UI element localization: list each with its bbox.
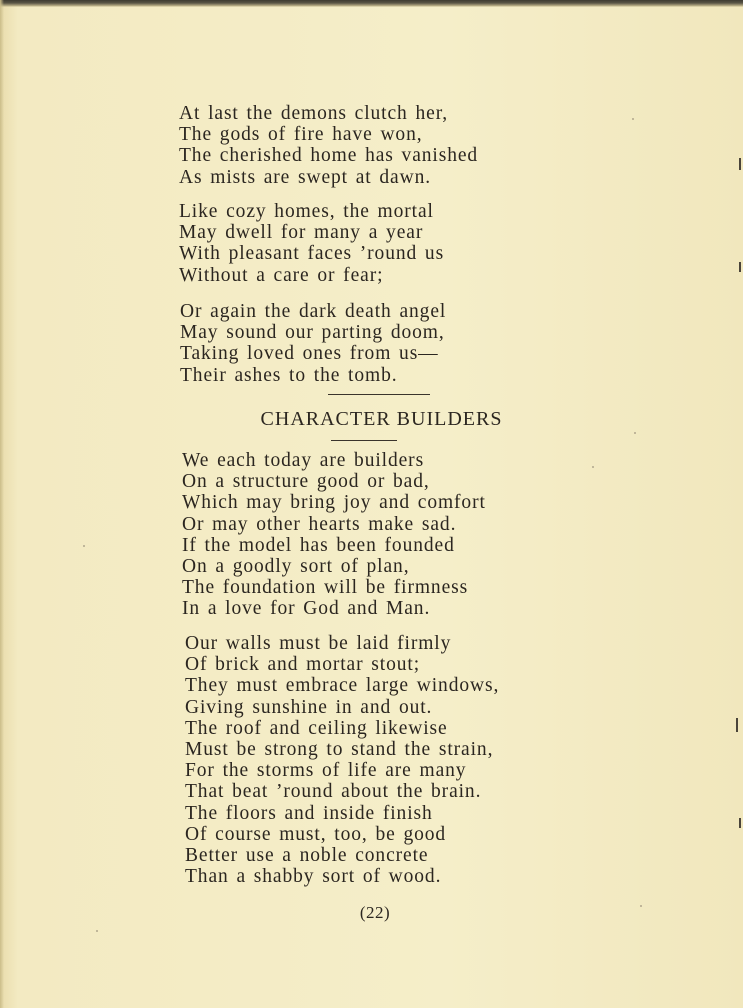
page-edge-mark	[739, 262, 741, 272]
poem-line: Taking loved ones from us—	[180, 343, 439, 365]
poem-line: We each today are builders	[182, 450, 425, 471]
poem-two-stanza-1	[182, 450, 486, 620]
poem-line: Without a care or fear;	[179, 264, 384, 286]
poem-line: The gods of fire have won,	[179, 124, 423, 146]
poem-line: The roof and ceiling likewise	[185, 717, 448, 739]
poem-line: The foundation will be firmness	[182, 577, 469, 599]
page-edge-mark	[736, 718, 738, 732]
poem-line: For the storms of life are many	[185, 760, 467, 782]
poem-line: Than a shabby sort of wood.	[185, 866, 442, 888]
poem-line: As mists are swept at dawn.	[179, 166, 432, 188]
poem-title: CHARACTER BUILDERS	[260, 408, 503, 430]
poem-two-stanza-2	[185, 633, 499, 887]
separator-rule-top	[328, 394, 430, 395]
poem-line: Our walls must be laid firmly	[185, 633, 452, 654]
paper-speck	[83, 545, 85, 547]
poem-line: Like cozy homes, the mortal	[179, 201, 434, 222]
poem-line: May dwell for many a year	[179, 222, 424, 244]
poem-line: On a goodly sort of plan,	[182, 556, 410, 578]
poem-one-stanza-2	[179, 201, 444, 286]
paper-speck	[96, 930, 98, 932]
paper-speck	[640, 905, 642, 907]
poem-line: Must be strong to stand the strain,	[185, 739, 494, 761]
poem-line: Or may other hearts make sad.	[182, 513, 457, 535]
poem-line: That beat ’round about the brain.	[185, 781, 482, 803]
poem-line: Which may bring joy and comfort	[182, 492, 486, 514]
page-left-edge	[0, 0, 4, 1008]
page-edge-mark	[739, 158, 741, 170]
paper-speck	[592, 466, 594, 468]
poem-line: Of course must, too, be good	[185, 823, 447, 845]
paper-speck	[634, 432, 636, 434]
title-underline-rule	[331, 440, 397, 441]
poem-line: The floors and inside finish	[185, 802, 433, 824]
poem-line: Or again the dark death angel	[180, 301, 447, 322]
poem-line: They must embrace large windows,	[185, 675, 500, 697]
poem-one-stanza-1	[179, 103, 478, 188]
page-edge-mark	[739, 818, 741, 828]
poem-line: Giving sunshine in and out.	[185, 696, 433, 718]
page-number: (22)	[359, 903, 391, 922]
poem-line: Better use a noble concrete	[185, 845, 429, 867]
poem-line: Their ashes to the tomb.	[180, 364, 398, 386]
poem-line: May sound our parting doom,	[180, 322, 445, 344]
poem-line: Of brick and mortar stout;	[185, 654, 421, 676]
poem-one-stanza-3	[180, 301, 446, 386]
paper-speck	[632, 118, 634, 120]
poem-line: With pleasant faces ’round us	[179, 243, 445, 265]
poem-line: If the model has been founded	[182, 534, 455, 556]
page-top-edge	[0, 0, 743, 7]
poem-line: On a structure good or bad,	[182, 471, 430, 493]
poem-line: In a love for God and Man.	[182, 598, 431, 620]
poem-line: The cherished home has vanished	[179, 145, 479, 167]
poem-line: At last the demons clutch her,	[179, 103, 449, 124]
